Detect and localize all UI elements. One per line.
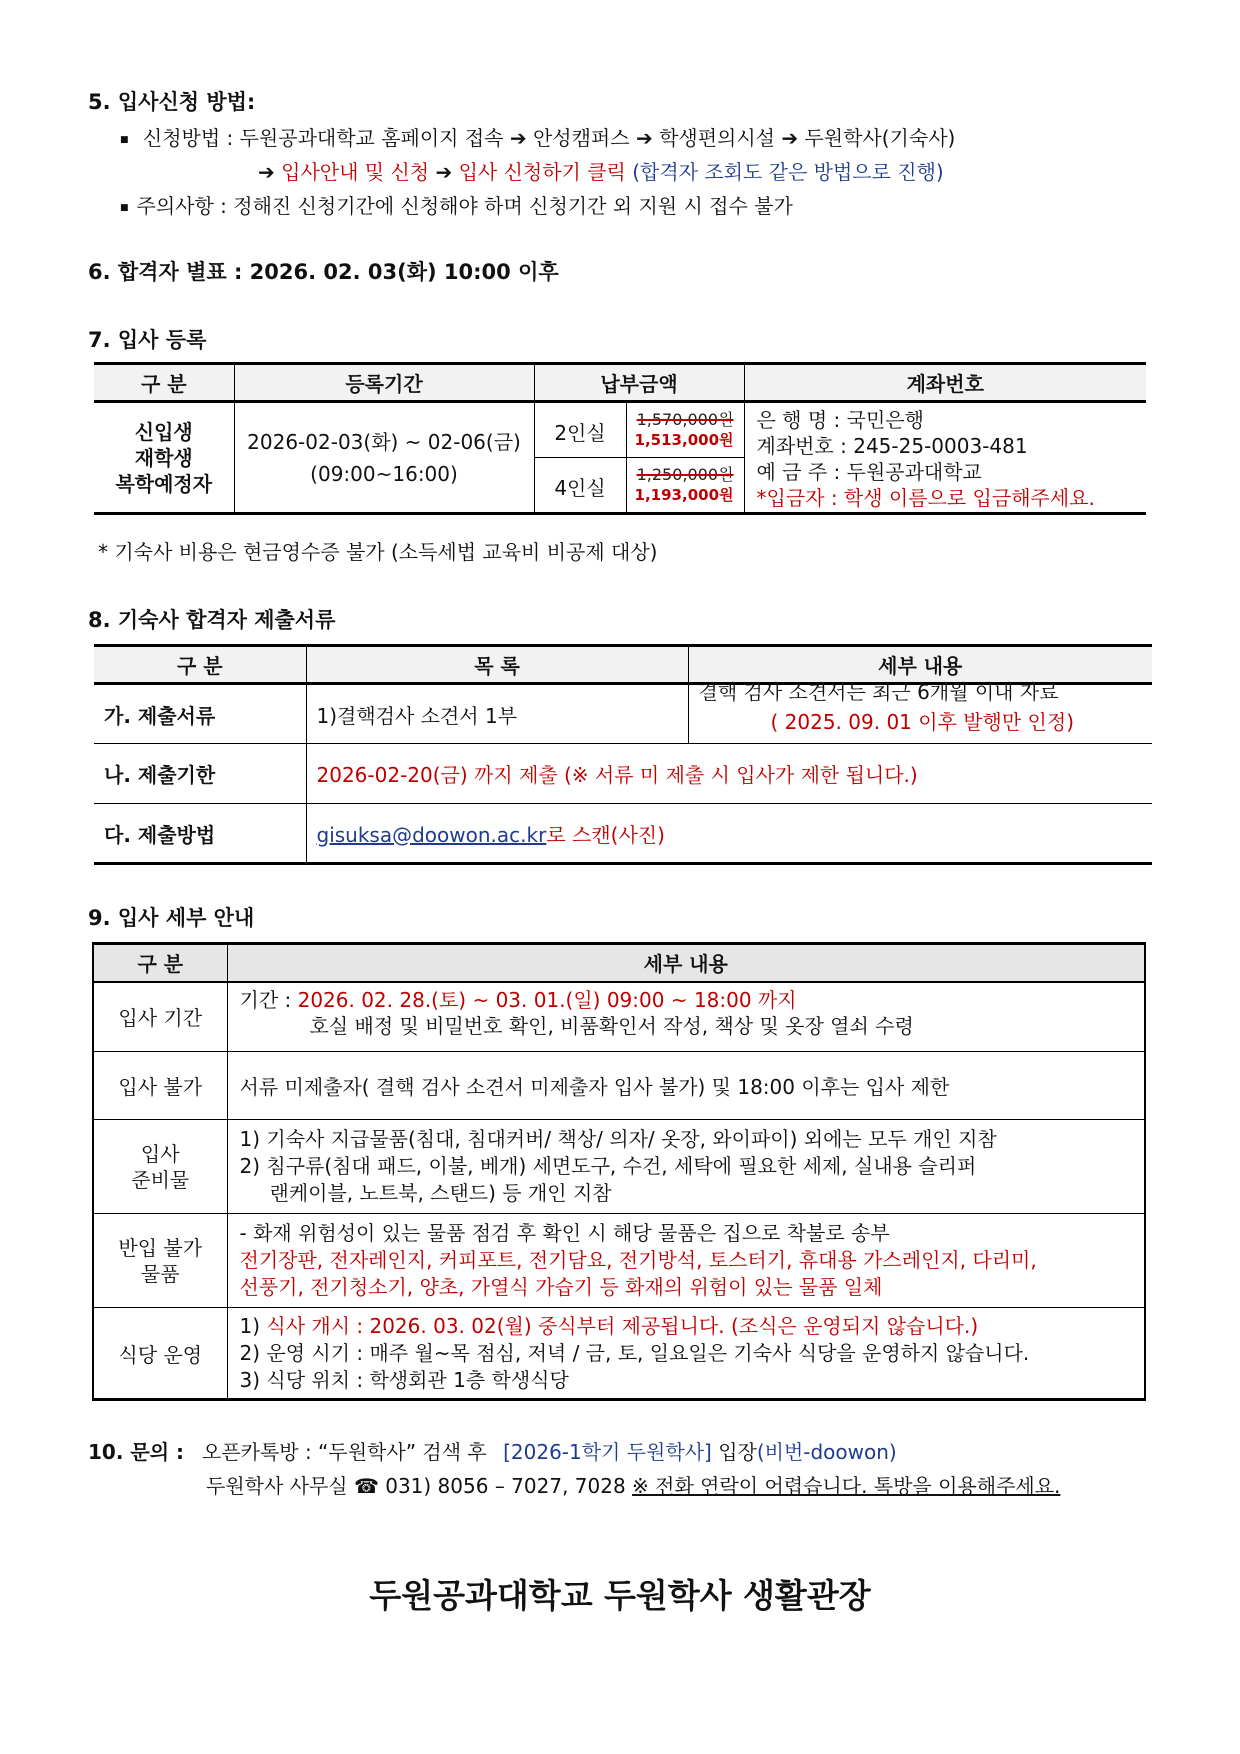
table-row [93,1214,1145,1308]
contact-line-2 [206,1470,1060,1499]
detail-row-1-label: 입사 기간 [93,982,227,1052]
table-row [93,1052,1145,1120]
entry-tasks: 호실 배정 및 비밀번호 확인, 비품확인서 작성, 책상 및 옷장 열쇠 수령 [309,1013,914,1038]
entry-period: 2026. 02. 28.(토) ~ 03. 01.(일) 09:00 ~ 18:00 까지 [297,987,797,1012]
caution-line: ■ 주의사항 : 정해진 신청기간에 신청해야 하며 신청기간 외 지원 시 접수 불가 [120,190,793,219]
kakao-room: [2026-1학기 두원학사] [503,1440,712,1464]
detail-row-4-label [93,1214,227,1308]
meal-line-3: 3) 식당 위치 : 학생회관 1층 학생식당 [239,1367,569,1392]
banned-line-3: 선풍기, 전기청소기, 양초, 가열식 가습기 등 화재의 위험이 있는 물품 일체 [239,1275,883,1299]
section-8-heading: 8. 기숙사 합격자 제출서류 [88,608,336,632]
apply-method-line [120,122,955,151]
period-dates: 2026-02-03(화) ~ 02-06(금) [247,429,521,454]
arrow-icon: ➔ [509,126,527,150]
meal-line-2: 2) 운영 시기 : 매주 월~목 점심, 저녁 / 금, 토, 일요일은 기숙사 식당을 운영하지 않습니다. [239,1340,1030,1365]
doc-row-3-value [306,804,1152,864]
kakao-text: 오픈카톡방 : “두원학사” 검색 후 [202,1440,487,1464]
section-10-heading: 10. 문의 : [88,1440,184,1464]
header-period: 등록기간 [234,364,534,402]
room-2-cell: 2인실 [534,402,626,458]
detail-row-1-content [227,982,1145,1052]
apply-step-5: 입사안내 및 신청 [281,160,430,184]
prep-line-3: 랜케이블, 노트북, 스탠드) 등 개인 지참 [269,1181,612,1205]
header-category: 구 분 [94,646,306,684]
detail-row-3-label [93,1120,227,1214]
kakao-password: (비번-doowon) [756,1440,897,1464]
doc-row-1-detail [688,680,1152,744]
details-table [92,942,1146,1401]
doc-detail-line-1: 결핵 검사 소견서는 최근 6개월 이내 자료 [698,680,1059,704]
room-4-old-price: 1,250,000원 [636,465,734,484]
doc-row-1-label: 가. 제출서류 [94,684,306,744]
banned-label-2: 물품 [140,1261,180,1286]
detail-row-5-content [227,1308,1145,1400]
period-prefix: 기간 : [239,987,298,1012]
email-link[interactable]: gisuksa@doowon.ac.kr [316,822,547,847]
depositor-note: *입금자 : 학생 이름으로 입금해주세요. [756,486,1095,510]
category-returning: 복학예정자 [115,471,213,496]
period-cell [234,402,534,514]
section-6-heading: 6. 합격자 별표 : 2026. 02. 03(화) 10:00 이후 [88,260,559,284]
account-number: 계좌번호 : 245-25-0003-481 [756,434,1028,458]
table-row [94,684,1152,744]
room-2-old-price: 1,570,000원 [636,410,734,429]
room-4-new-price: 1,193,000원 [634,486,734,504]
registration-note: * 기숙사 비용은 현금영수증 불가 (소득세법 교육비 비공제 대상) [98,540,658,564]
documents-table [94,644,1152,865]
arrow-icon: ➔ [635,126,653,150]
header-category: 구 분 [94,364,234,402]
meal-line-1: 식사 개시 : 2026. 03. 02(월) 중식부터 제공됩니다. (조식은 운영되지 않습니다.) [266,1313,979,1338]
header-list: 목 록 [306,646,688,684]
prep-label-1: 입사 [140,1141,180,1166]
doc-row-3-label: 다. 제출방법 [94,804,306,864]
kakao-enter: 입장 [718,1440,757,1464]
banned-line-2: 전기장판, 전자레인지, 커피포트, 전기담요, 전기방석, 토스터기, 휴대용 가스레인지, 다리미, [239,1248,1037,1272]
apply-step-2: 안성캠퍼스 [532,126,630,150]
room-2-new-price: 1,513,000원 [634,431,734,449]
banned-line-1: - 화재 위험성이 있는 물품 점검 후 확인 시 해당 물품은 집으로 착불로 송부 [239,1221,890,1245]
detail-row-3-content [227,1120,1145,1214]
room-2-price [626,402,744,458]
arrow-icon: ➔ [435,160,453,184]
meal-line-1-prefix: 1) [239,1313,267,1338]
arrow-icon: ➔ [258,160,275,184]
account-cell [744,402,1146,514]
category-cell [94,402,234,514]
table-row [94,402,1146,458]
room-4-price [626,458,744,514]
contact-line-1 [88,1436,897,1465]
prep-label-2: 준비물 [131,1167,190,1192]
prep-line-2: 2) 침구류(침대 패드, 이불, 베개) 세면도구, 수건, 세탁에 필요한 세제, 실내용 슬리퍼 [239,1154,977,1178]
category-freshman: 신입생 [134,419,193,444]
prep-line-1: 1) 기숙사 지급물품(침대, 침대커버/ 책상/ 의자/ 옷장, 와이파이) 외에는 모두 개인 지참 [239,1127,997,1151]
table-row [94,744,1152,804]
table-header-row [93,944,1145,982]
apply-method-label: 신청방법 : [142,126,240,150]
section-7-heading: 7. 입사 등록 [88,328,207,352]
detail-row-4-content [227,1214,1145,1308]
apply-step-4: 두원학사(기숙사) [804,126,956,150]
table-row [93,1308,1145,1400]
section-9-heading: 9. 입사 세부 안내 [88,906,255,930]
arrow-icon: ➔ [781,126,799,150]
table-header-row [94,364,1146,402]
header-category: 구 분 [93,944,227,982]
office-note: ※ 전화 연락이 어렵습니다. 톡방을 이용해주세요. [632,1474,1061,1498]
banned-label-1: 반입 불가 [118,1235,203,1260]
header-amount: 납부금액 [534,364,744,402]
account-holder: 예 금 주 : 두원공과대학교 [756,460,982,484]
table-row [94,804,1152,864]
apply-step-3: 학생편의시설 [659,126,775,150]
doc-row-2-label: 나. 제출기한 [94,744,306,804]
header-detail: 세부 내용 [227,944,1145,982]
doc-row-2-value: 2026-02-20(금) 까지 제출 (※ 서류 미 제출 시 입사가 제한 됩니다.) [306,744,1152,804]
apply-step-6: 입사 신청하기 클릭 [458,160,626,184]
header-account: 계좌번호 [744,364,1146,402]
bank-name: 은 행 명 : 국민은행 [756,408,924,432]
table-row [93,982,1145,1052]
detail-row-2-label: 입사 불가 [93,1052,227,1120]
table-row [93,1120,1145,1214]
category-enrolled: 재학생 [134,445,193,470]
apply-method-line-2 [258,156,944,185]
room-4-cell: 4인실 [534,458,626,514]
header-detail: 세부 내용 [688,646,1152,684]
detail-row-5-label: 식당 운영 [93,1308,227,1400]
registration-table [94,362,1146,515]
section-5-heading: 5. 입사신청 방법: [88,90,256,114]
submit-method-text: 로 스캔(사진) [546,822,665,847]
footer-signature: 두원공과대학교 두원학사 생활관장 [369,1576,871,1615]
doc-row-1-item: 1)결핵검사 소견서 1부 [306,684,688,744]
apply-note: (합격자 조회도 같은 방법으로 진행) [632,160,944,184]
office-phone: 두원학사 사무실 ☎ 031) 8056 – 7027, 7028 [206,1474,626,1498]
period-time: (09:00~16:00) [310,461,458,486]
apply-step-1: 두원공과대학교 홈페이지 접속 [239,126,504,150]
doc-detail-line-2: ( 2025. 09. 01 이후 발행만 인정) [770,710,1075,734]
detail-row-2-content: 서류 미제출자( 결핵 검사 소견서 미제출자 입사 불가) 및 18:00 이후는 입사 제한 [227,1052,1145,1120]
